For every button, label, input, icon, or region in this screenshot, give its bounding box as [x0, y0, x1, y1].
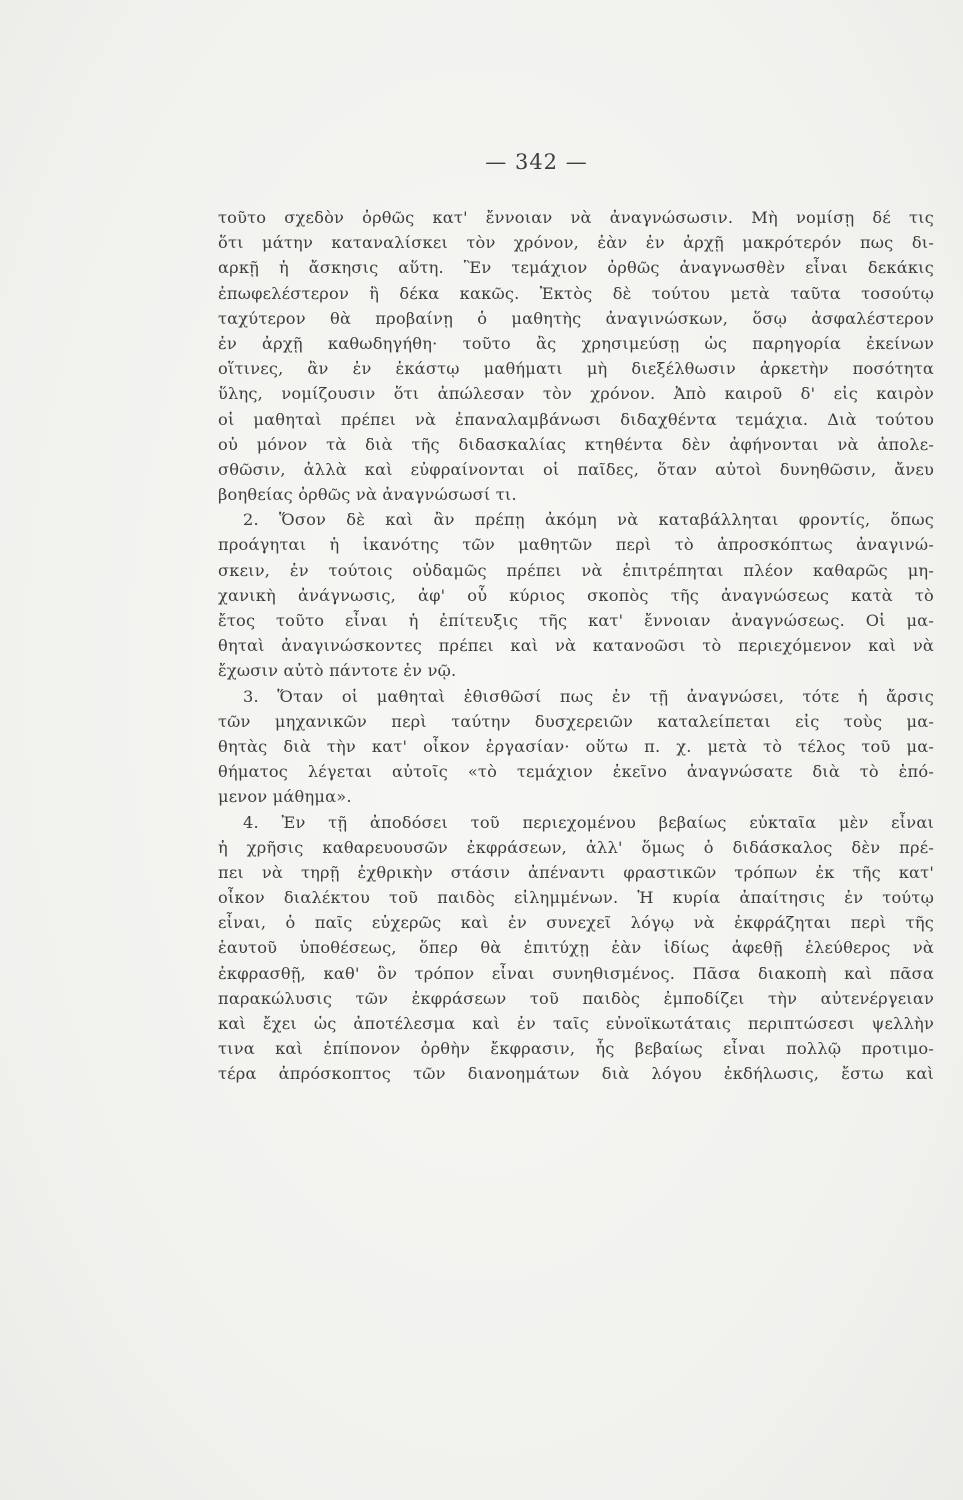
text-line: τέρα ἀπρόσκοπτος τῶν διανοημάτων διὰ λόγου ἐκδήλωσις, ἔστω καὶ	[218, 1064, 934, 1084]
text-line: βοηθείας ὀρθῶς νὰ ἀναγνώσωσί τι.	[218, 485, 517, 505]
text-line: οἶκον διαλέκτου τοῦ παιδὸς εἰλημμένων. Ἡ κυρία ἀπαίτησις ἐν τούτῳ	[218, 888, 934, 908]
text-line: ὕλης, νομίζουσιν ὅτι ἀπώλεσαν τὸν χρόνον. Ἀπὸ καιροῦ δ' εἰς καιρὸν	[218, 384, 934, 404]
text-line: εἶναι, ὁ παῖς εὐχερῶς καὶ ἐν συνεχεῖ λόγῳ νὰ ἐκφράζηται περὶ τῆς	[218, 913, 934, 933]
text-line: οἵτινες, ἂν ἐν ἑκάστῳ μαθήματι μὴ διεξέλθωσιν ἀρκετὴν ποσότητα	[218, 359, 934, 379]
text-line: ἐν ἀρχῇ καθωδηγήθη· τοῦτο ἂς χρησιμεύσῃ ὡς παρηγορία ἐκείνων	[218, 333, 934, 353]
text-line: ἐπωφελέστερον ἢ δέκα κακῶς. Ἐκτὸς δὲ τούτου μετὰ ταῦτα τοσούτῳ	[218, 283, 934, 303]
body-text	[218, 205, 934, 1087]
text-line: μενον μάθημα».	[218, 787, 352, 807]
text-line: ὅτι μάτην καταναλίσκει τὸν χρόνον, ἐὰν ἐν ἀρχῇ μακρότερόν πως δι-	[218, 233, 934, 253]
text-line: ταχύτερον θὰ προβαίνῃ ὁ μαθητὴς ἀναγινώσκων, ὅσῳ ἀσφαλέστερον	[218, 308, 934, 328]
text-line: πει νὰ τηρῇ ἐχθρικὴν στάσιν ἀπέναντι φραστικῶν τρόπων ἐκ τῆς κατ'	[218, 862, 934, 882]
text-line: ἔχωσιν αὐτὸ πάντοτε ἐν νῷ.	[218, 661, 457, 681]
text-line: αρκῇ ἡ ἄσκησις αὕτη. Ἓν τεμάχιον ὀρθῶς ἀναγνωσθὲν εἶναι δεκάκις	[218, 258, 934, 278]
page-number: — 342 —	[485, 150, 588, 174]
text-line: 4. Ἐν τῇ ἀποδόσει τοῦ περιεχομένου βεβαίως εὐκταῖα μὲν εἶναι	[243, 812, 934, 832]
text-line: ἡ χρῆσις καθαρευουσῶν ἐκφράσεων, ἀλλ' ὅμως ὁ διδάσκαλος δὲν πρέ-	[218, 837, 934, 857]
text-line: ἔτος τοῦτο εἶναι ἡ ἐπίτευξις τῆς κατ' ἔννοιαν ἀναγνώσεως. Οἱ μα-	[218, 611, 934, 630]
text-line: 2. Ὅσον δὲ καὶ ἂν πρέπῃ ἀκόμη νὰ καταβάλληται φροντίς, ὅπως	[243, 510, 934, 530]
text-line: θητὰς διὰ τὴν κατ' οἶκον ἐργασίαν· οὕτω π. χ. μετὰ τὸ τέλος τοῦ μα-	[218, 736, 934, 756]
text-line: θήματος λέγεται αὐτοῖς «τὸ τεμάχιον ἐκεῖνο ἀναγνώσατε διὰ τὸ ἑπό-	[218, 762, 934, 782]
text-line: τῶν μηχανικῶν περὶ ταύτην δυσχερειῶν καταλείπεται εἰς τοὺς μα-	[218, 711, 934, 731]
text-line: οἱ μαθηταὶ πρέπει νὰ ἐπαναλαμβάνωσι διδαχθέντα τεμάχια. Διὰ τούτου	[218, 409, 934, 429]
text-line: τοῦτο σχεδὸν ὀρθῶς κατ' ἔννοιαν νὰ ἀναγνώσωσιν. Μὴ νομίσῃ δέ τις	[218, 208, 934, 227]
text-line: παρακώλυσις τῶν ἐκφράσεων τοῦ παιδὸς ἐμποδίζει τὴν αὐτενέργειαν	[218, 988, 934, 1008]
text-line: χανικὴ ἀνάγνωσις, ἀφ' οὗ κύριος σκοπὸς τῆς ἀναγνώσεως κατὰ τὸ	[218, 585, 934, 605]
text-line: θηταὶ ἀναγινώσκοντες πρέπει καὶ νὰ κατανοῶσι τὸ περιεχόμενον καὶ νὰ	[218, 636, 934, 656]
text-line: σκειν, ἐν τούτοις οὐδαμῶς πρέπει νὰ ἐπιτρέπηται πλέον καθαρῶς μη-	[218, 560, 934, 580]
text-line: ἐκφρασθῇ, καθ' ὃν τρόπον εἶναι συνηθισμένος. Πᾶσα διακοπὴ καὶ πᾶσα	[218, 963, 934, 983]
text-line: προάγηται ἡ ἱκανότης τῶν μαθητῶν περὶ τὸ ἀπροσκόπτως ἀναγινώ-	[218, 535, 934, 555]
text-line: 3. Ὅταν οἱ μαθηταὶ ἐθισθῶσί πως ἐν τῇ ἀναγνώσει, τότε ἡ ἄρσις	[243, 686, 934, 706]
text-line: οὐ μόνον τὰ διὰ τῆς διδασκαλίας κτηθέντα δὲν ἀφήνονται νὰ ἀπολε-	[218, 434, 934, 454]
text-line: τινα καὶ ἐπίπονον ὀρθὴν ἔκφρασιν, ἧς βεβαίως εἶναι πολλῷ προτιμο-	[218, 1039, 934, 1059]
text-line: σθῶσιν, ἀλλὰ καὶ εὐφραίνονται οἱ παῖδες, ὅταν αὐτοὶ δυνηθῶσιν, ἄνευ	[218, 459, 934, 479]
text-line: ἑαυτοῦ ὑποθέσεως, ὅπερ θὰ ἐπιτύχῃ ἐὰν ἰδίως ἀφεθῇ ἐλεύθερος νὰ	[218, 938, 934, 958]
text-line: καὶ ἔχει ὡς ἀποτέλεσμα καὶ ἐν ταῖς εὐνοϊκωτάταις περιπτώσεσι ψελλὴν	[218, 1014, 934, 1033]
